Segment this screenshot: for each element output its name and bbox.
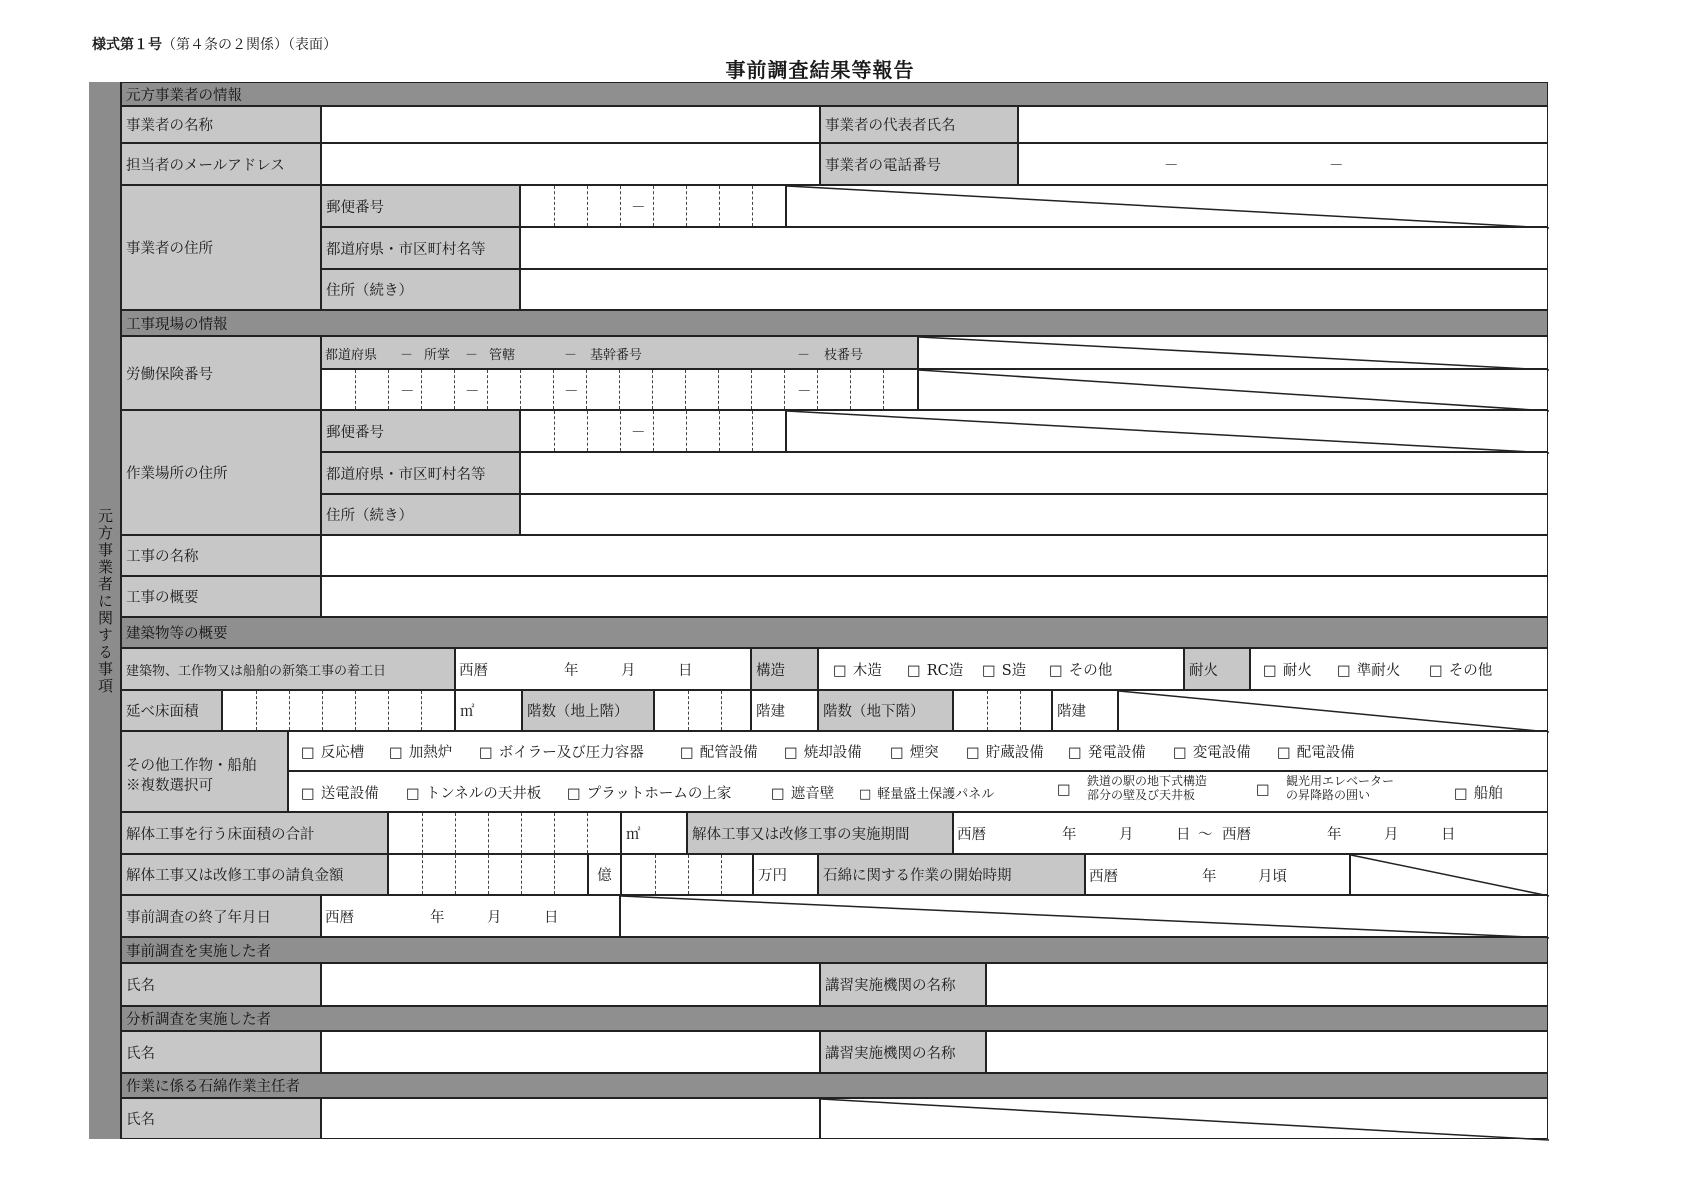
ins-branch-label: 枝番号 bbox=[824, 348, 864, 363]
floors-above-field[interactable] bbox=[654, 690, 751, 731]
month-label: 月 bbox=[1384, 827, 1399, 843]
year-label: 年 bbox=[1202, 869, 1217, 885]
label-asbestos-start: 石綿に関する作業の開始時期 bbox=[818, 854, 1085, 895]
new-build-date-field[interactable] bbox=[455, 648, 751, 690]
era-label: 西暦 bbox=[1222, 827, 1251, 843]
checkbox-fireproof[interactable]: □ 耐火 bbox=[1263, 659, 1312, 680]
station-line2: 部分の壁及び天井板 bbox=[1087, 788, 1196, 803]
checkbox-platform-roof[interactable]: □ プラットホームの上家 bbox=[567, 782, 731, 803]
contract-man-field[interactable] bbox=[621, 854, 753, 895]
month-label: 月 bbox=[621, 663, 636, 679]
label-work-period: 解体工事又は改修工事の実施期間 bbox=[687, 812, 953, 854]
asbestos-start-field[interactable] bbox=[1085, 854, 1350, 895]
blank-cell bbox=[620, 895, 1548, 937]
blank-cell bbox=[918, 369, 1548, 410]
checkbox-station[interactable]: □ bbox=[1057, 782, 1071, 798]
label-surveyor-name: 氏名 bbox=[121, 963, 321, 1006]
checkbox-furnace[interactable]: □ 加熱炉 bbox=[389, 741, 452, 762]
chief-name-field[interactable] bbox=[321, 1098, 820, 1139]
label-demolition-area: 解体工事を行う床面積の合計 bbox=[121, 812, 388, 854]
label-other-structures bbox=[121, 731, 288, 812]
elevator-label bbox=[1286, 774, 1394, 803]
label-phone: 事業者の電話番号 bbox=[820, 143, 1018, 185]
surveyor-name-field[interactable] bbox=[321, 963, 820, 1006]
year-label: 年 bbox=[1062, 827, 1077, 843]
section-heading-surveyor: 事前調査を実施した者 bbox=[121, 937, 1548, 963]
label-floor-area: 延べ床面積 bbox=[121, 690, 222, 731]
checkbox-wood[interactable]: □ 木造 bbox=[833, 659, 882, 680]
checkbox-storage[interactable]: □ 貯蔵設備 bbox=[966, 741, 1044, 762]
era-label: 西暦 bbox=[957, 827, 986, 843]
label-email: 担当者のメールアドレス bbox=[121, 143, 321, 185]
phone-separator: － bbox=[1164, 158, 1179, 174]
checkbox-sound-barrier[interactable]: □ 遮音壁 bbox=[771, 782, 834, 803]
month-label: 月 bbox=[1119, 827, 1134, 843]
sep: － bbox=[465, 384, 480, 400]
form-reference: （第４条の２関係）（表面） bbox=[162, 37, 337, 53]
construction-name-field[interactable] bbox=[321, 535, 1548, 576]
day-label: 日 bbox=[1441, 827, 1456, 843]
label-fireproof: 耐火 bbox=[1184, 648, 1250, 690]
blank-cell bbox=[1118, 690, 1548, 731]
analyst-name-field[interactable] bbox=[321, 1031, 820, 1073]
checkbox-boiler[interactable]: □ ボイラー及び圧力容器 bbox=[479, 741, 644, 762]
other-structures-row1 bbox=[288, 731, 1548, 771]
elevator-line1: 観光用エレベーター bbox=[1286, 774, 1395, 788]
blank-cell bbox=[918, 336, 1548, 369]
month-label: 月 bbox=[487, 910, 502, 926]
checkbox-power-gen[interactable]: □ 発電設備 bbox=[1068, 741, 1146, 762]
checkbox-transmission[interactable]: □ 送電設備 bbox=[301, 782, 379, 803]
man-yen-unit: 万円 bbox=[753, 854, 818, 895]
structure-options bbox=[818, 648, 1184, 690]
blank-cell bbox=[786, 410, 1548, 452]
day-label: 日 bbox=[544, 910, 559, 926]
ins-office-label: 所掌 bbox=[424, 348, 451, 363]
day-label: 日 bbox=[678, 663, 693, 679]
surveyor-institution-field[interactable] bbox=[986, 963, 1548, 1006]
representative-field[interactable] bbox=[1018, 106, 1548, 143]
label-prefecture: 都道府県・市区町村名等 bbox=[321, 227, 520, 269]
checkbox-semi-fireproof[interactable]: □ 準耐火 bbox=[1337, 659, 1400, 680]
checkbox-tunnel-ceiling[interactable]: □ トンネルの天井板 bbox=[406, 782, 541, 803]
section-heading-analyst: 分析調査を実施した者 bbox=[121, 1006, 1548, 1031]
page-title: 事前調査結果等報告 bbox=[725, 58, 915, 82]
era-label: 西暦 bbox=[1089, 869, 1118, 885]
floors-unit: 階建 bbox=[1052, 690, 1118, 731]
checkbox-structure-other[interactable]: □ その他 bbox=[1049, 659, 1112, 680]
station-line1: 鉄道の駅の地下式構造 bbox=[1087, 774, 1208, 788]
checkbox-substation[interactable]: □ 変電設備 bbox=[1173, 741, 1251, 762]
prefecture-field[interactable] bbox=[520, 227, 1548, 269]
label-company-address: 事業者の住所 bbox=[121, 185, 321, 310]
ins-pref-label: 都道府県 bbox=[325, 348, 378, 363]
checkbox-rc[interactable]: □ RC造 bbox=[907, 659, 963, 680]
section-heading-prime: 元方事業者の情報 bbox=[121, 82, 1548, 106]
section-heading-site: 工事現場の情報 bbox=[121, 310, 1548, 336]
sep: － bbox=[797, 348, 811, 363]
label-floors-below: 階数（地下階） bbox=[818, 690, 953, 731]
checkbox-piping[interactable]: □ 配管設備 bbox=[680, 741, 758, 762]
blank-cell bbox=[1350, 854, 1548, 895]
oku-unit: 億 bbox=[588, 854, 621, 895]
contract-oku-field[interactable] bbox=[388, 854, 588, 895]
station-label bbox=[1087, 774, 1207, 803]
ins-jurisdiction-label: 管轄 bbox=[489, 348, 516, 363]
sep: － bbox=[564, 348, 578, 363]
sep: － bbox=[400, 348, 414, 363]
label-analyst-name: 氏名 bbox=[121, 1031, 321, 1073]
postal-separator: － bbox=[631, 425, 646, 441]
checkbox-ship[interactable]: □ 船舶 bbox=[1454, 782, 1503, 803]
label-surveyor-institution: 講習実施機関の名称 bbox=[820, 963, 986, 1006]
floors-unit: 階建 bbox=[751, 690, 818, 731]
insurance-number-field[interactable] bbox=[321, 369, 918, 410]
construction-summary-field[interactable] bbox=[321, 576, 1548, 617]
label-postal: 郵便番号 bbox=[321, 410, 520, 452]
tilde: ～ bbox=[1198, 827, 1213, 843]
label-representative: 事業者の代表者氏名 bbox=[820, 106, 1018, 143]
sep: － bbox=[400, 384, 415, 400]
ins-base-label: 基幹番号 bbox=[590, 348, 643, 363]
checkbox-elevator[interactable]: □ bbox=[1256, 782, 1270, 798]
era-label: 西暦 bbox=[325, 910, 354, 926]
other-structures-row2 bbox=[288, 771, 1548, 812]
checkbox-reactor[interactable]: □ 反応槽 bbox=[301, 741, 364, 762]
phone-separator: － bbox=[1329, 158, 1344, 174]
label-address-cont: 住所（続き） bbox=[321, 494, 520, 535]
label-contract-amount: 解体工事又は改修工事の請負金額 bbox=[121, 854, 388, 895]
section-heading-chief: 作業に係る石綿作業主任者 bbox=[121, 1073, 1548, 1098]
blank-cell bbox=[820, 1098, 1548, 1139]
year-label: 年 bbox=[430, 910, 445, 926]
label-floors-above: 階数（地上階） bbox=[522, 690, 654, 731]
era-label: 西暦 bbox=[459, 663, 488, 679]
label-construction-name: 工事の名称 bbox=[121, 535, 321, 576]
year-label: 年 bbox=[1327, 827, 1342, 843]
day-label: 日 bbox=[1176, 827, 1191, 843]
label-survey-end: 事前調査の終了年月日 bbox=[121, 895, 321, 937]
checkbox-incinerator[interactable]: □ 焼却設備 bbox=[784, 741, 862, 762]
label-new-build-start: 建築物、工作物又は船舶の新築工事の着工日 bbox=[121, 648, 455, 690]
address-cont-field[interactable] bbox=[520, 269, 1548, 310]
form-number: 様式第１号（第４条の２関係）（表面） bbox=[92, 37, 337, 53]
label-work-address: 作業場所の住所 bbox=[121, 410, 321, 535]
work-address-cont-field[interactable] bbox=[520, 494, 1548, 535]
work-prefecture-field[interactable] bbox=[520, 452, 1548, 494]
label-address-cont: 住所（続き） bbox=[321, 269, 520, 310]
email-field[interactable] bbox=[321, 143, 820, 185]
sep: － bbox=[465, 348, 479, 363]
label-construction-summary: 工事の概要 bbox=[121, 576, 321, 617]
label-company-name: 事業者の名称 bbox=[121, 106, 321, 143]
year-label: 年 bbox=[564, 663, 579, 679]
label-structure: 構造 bbox=[751, 648, 818, 690]
sep: － bbox=[797, 384, 812, 400]
checkbox-distribution[interactable]: □ 配電設備 bbox=[1277, 741, 1355, 762]
label-prefecture: 都道府県・市区町村名等 bbox=[321, 452, 520, 494]
sqm-unit: ㎡ bbox=[621, 812, 687, 854]
survey-end-field[interactable] bbox=[321, 895, 620, 937]
postal-code-field[interactable] bbox=[520, 185, 786, 227]
checkbox-embankment-panel[interactable]: □ 軽量盛土保護パネル bbox=[859, 783, 994, 802]
phone-field[interactable] bbox=[1018, 143, 1548, 185]
label-insurance-number: 労働保険番号 bbox=[121, 336, 321, 410]
label-postal: 郵便番号 bbox=[321, 185, 520, 227]
demolition-area-field[interactable] bbox=[388, 812, 621, 854]
analyst-institution-field[interactable] bbox=[986, 1031, 1548, 1073]
checkbox-steel[interactable]: □ S造 bbox=[982, 659, 1026, 680]
blank-cell bbox=[786, 185, 1548, 227]
floor-area-field[interactable] bbox=[222, 690, 455, 731]
postal-separator: － bbox=[631, 200, 646, 216]
label-chief-name: 氏名 bbox=[121, 1098, 321, 1139]
checkbox-fireproof-other[interactable]: □ その他 bbox=[1429, 659, 1492, 680]
month-approx-label: 月頃 bbox=[1258, 869, 1287, 885]
side-label: 元方事業者に関する事項 bbox=[96, 508, 114, 695]
elevator-line2: の昇降路の囲い bbox=[1286, 788, 1371, 803]
label-analyst-institution: 講習実施機関の名称 bbox=[820, 1031, 986, 1073]
sqm-unit: ㎡ bbox=[455, 690, 522, 731]
floors-below-field[interactable] bbox=[953, 690, 1052, 731]
work-period-field[interactable] bbox=[953, 812, 1548, 854]
insurance-subheaders bbox=[321, 336, 918, 369]
work-postal-field[interactable] bbox=[520, 410, 786, 452]
checkbox-chimney[interactable]: □ 煙突 bbox=[890, 741, 939, 762]
sep: － bbox=[564, 384, 579, 400]
multi-select-note: ※複数選択可 bbox=[126, 778, 213, 794]
other-structures-label: その他工作物・船舶 bbox=[126, 758, 257, 774]
company-name-field[interactable] bbox=[321, 106, 820, 143]
section-heading-building: 建築物等の概要 bbox=[121, 617, 1548, 648]
fireproof-options bbox=[1250, 648, 1548, 690]
